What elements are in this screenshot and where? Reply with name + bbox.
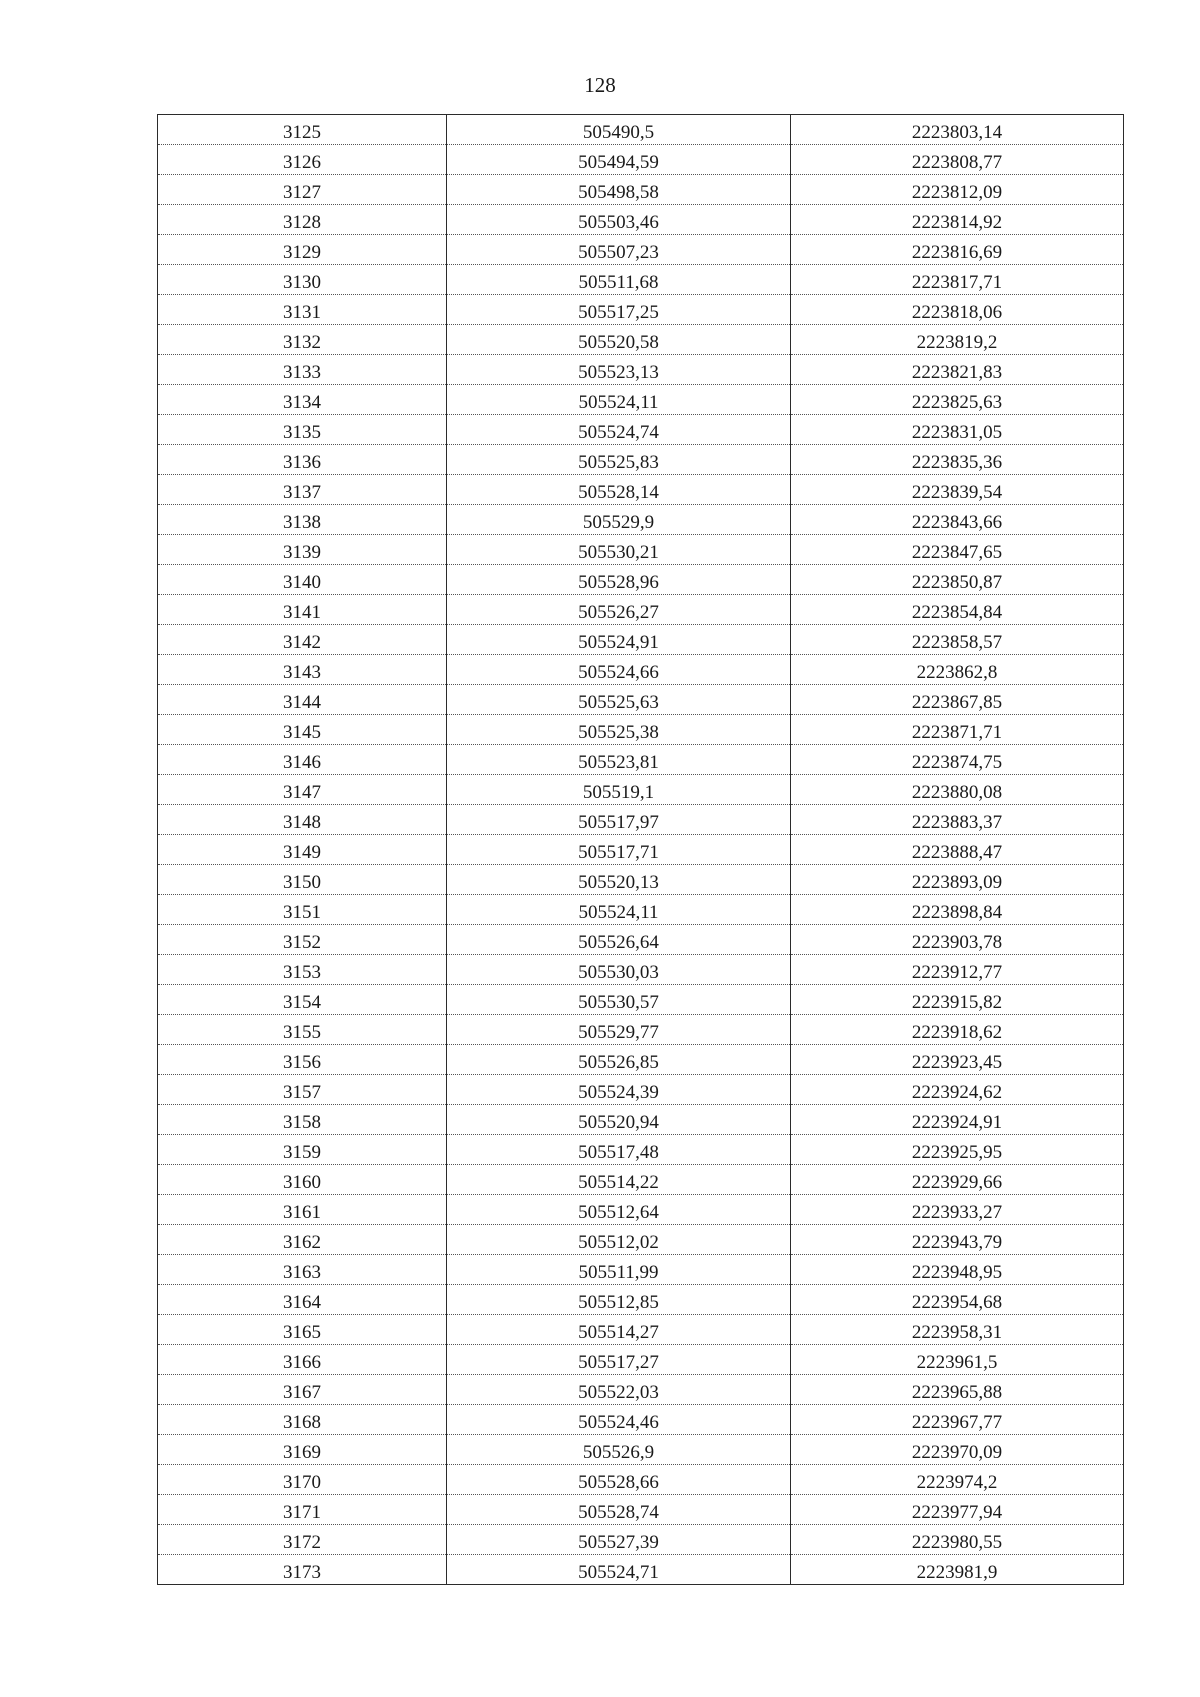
table-row (158, 775, 1124, 805)
table-row (158, 565, 1124, 595)
table-row (158, 1435, 1124, 1465)
table-row (158, 835, 1124, 865)
point-number-cell: 3172 (158, 1525, 447, 1555)
table-row (158, 1165, 1124, 1195)
x-coordinate-cell: 505528,66 (447, 1465, 791, 1495)
x-coordinate-cell: 505517,48 (447, 1135, 791, 1165)
point-number-cell: 3133 (158, 355, 447, 385)
table-row (158, 1255, 1124, 1285)
table-row (158, 1375, 1124, 1405)
y-coordinate-cell: 2223967,77 (791, 1405, 1124, 1435)
point-number-cell: 3128 (158, 205, 447, 235)
y-coordinate-cell: 2223850,87 (791, 565, 1124, 595)
point-number-cell: 3156 (158, 1045, 447, 1075)
table-row (158, 955, 1124, 985)
table-row (158, 1045, 1124, 1075)
table-row (158, 1405, 1124, 1435)
y-coordinate-cell: 2223847,65 (791, 535, 1124, 565)
x-coordinate-cell: 505528,14 (447, 475, 791, 505)
x-coordinate-cell: 505498,58 (447, 175, 791, 205)
y-coordinate-cell: 2223977,94 (791, 1495, 1124, 1525)
table-row (158, 1225, 1124, 1255)
y-coordinate-cell: 2223814,92 (791, 205, 1124, 235)
table-row (158, 1015, 1124, 1045)
y-coordinate-cell: 2223839,54 (791, 475, 1124, 505)
x-coordinate-cell: 505528,96 (447, 565, 791, 595)
x-coordinate-cell: 505530,57 (447, 985, 791, 1015)
table-row (158, 325, 1124, 355)
x-coordinate-cell: 505520,58 (447, 325, 791, 355)
y-coordinate-cell: 2223808,77 (791, 145, 1124, 175)
x-coordinate-cell: 505517,97 (447, 805, 791, 835)
y-coordinate-cell: 2223843,66 (791, 505, 1124, 535)
table-row (158, 1285, 1124, 1315)
table-row (158, 415, 1124, 445)
y-coordinate-cell: 2223874,75 (791, 745, 1124, 775)
page-number: 128 (584, 73, 616, 97)
x-coordinate-cell: 505494,59 (447, 145, 791, 175)
point-number-cell: 3136 (158, 445, 447, 475)
table-row (158, 745, 1124, 775)
y-coordinate-cell: 2223943,79 (791, 1225, 1124, 1255)
x-coordinate-cell: 505517,27 (447, 1345, 791, 1375)
table-row (158, 1555, 1124, 1585)
table-row (158, 595, 1124, 625)
x-coordinate-cell: 505524,66 (447, 655, 791, 685)
x-coordinate-cell: 505529,9 (447, 505, 791, 535)
x-coordinate-cell: 505512,85 (447, 1285, 791, 1315)
point-number-cell: 3143 (158, 655, 447, 685)
point-number-cell: 3164 (158, 1285, 447, 1315)
y-coordinate-cell: 2223981,9 (791, 1555, 1124, 1585)
y-coordinate-cell: 2223893,09 (791, 865, 1124, 895)
point-number-cell: 3125 (158, 115, 447, 145)
x-coordinate-cell: 505524,11 (447, 385, 791, 415)
point-number-cell: 3149 (158, 835, 447, 865)
y-coordinate-cell: 2223888,47 (791, 835, 1124, 865)
table-row (158, 235, 1124, 265)
y-coordinate-cell: 2223924,91 (791, 1105, 1124, 1135)
x-coordinate-cell: 505525,83 (447, 445, 791, 475)
y-coordinate-cell: 2223974,2 (791, 1465, 1124, 1495)
point-number-cell: 3161 (158, 1195, 447, 1225)
point-number-cell: 3137 (158, 475, 447, 505)
x-coordinate-cell: 505525,63 (447, 685, 791, 715)
x-coordinate-cell: 505530,03 (447, 955, 791, 985)
x-coordinate-cell: 505528,74 (447, 1495, 791, 1525)
x-coordinate-cell: 505503,46 (447, 205, 791, 235)
y-coordinate-cell: 2223835,36 (791, 445, 1124, 475)
y-coordinate-cell: 2223970,09 (791, 1435, 1124, 1465)
table-row (158, 895, 1124, 925)
point-number-cell: 3139 (158, 535, 447, 565)
point-number-cell: 3148 (158, 805, 447, 835)
y-coordinate-cell: 2223862,8 (791, 655, 1124, 685)
point-number-cell: 3132 (158, 325, 447, 355)
x-coordinate-cell: 505524,91 (447, 625, 791, 655)
point-number-cell: 3127 (158, 175, 447, 205)
table-row (158, 505, 1124, 535)
point-number-cell: 3159 (158, 1135, 447, 1165)
point-number-cell: 3152 (158, 925, 447, 955)
x-coordinate-cell: 505507,23 (447, 235, 791, 265)
y-coordinate-cell: 2223958,31 (791, 1315, 1124, 1345)
x-coordinate-cell: 505524,74 (447, 415, 791, 445)
point-number-cell: 3147 (158, 775, 447, 805)
point-number-cell: 3167 (158, 1375, 447, 1405)
table-row (158, 715, 1124, 745)
point-number-cell: 3142 (158, 625, 447, 655)
y-coordinate-cell: 2223812,09 (791, 175, 1124, 205)
table-row (158, 1105, 1124, 1135)
x-coordinate-cell: 505517,71 (447, 835, 791, 865)
point-number-cell: 3131 (158, 295, 447, 325)
x-coordinate-cell: 505523,13 (447, 355, 791, 385)
y-coordinate-cell: 2223980,55 (791, 1525, 1124, 1555)
point-number-cell: 3165 (158, 1315, 447, 1345)
table-row (158, 1315, 1124, 1345)
x-coordinate-cell: 505512,64 (447, 1195, 791, 1225)
y-coordinate-cell: 2223912,77 (791, 955, 1124, 985)
point-number-cell: 3163 (158, 1255, 447, 1285)
y-coordinate-cell: 2223854,84 (791, 595, 1124, 625)
y-coordinate-cell: 2223933,27 (791, 1195, 1124, 1225)
point-number-cell: 3129 (158, 235, 447, 265)
table-row (158, 265, 1124, 295)
x-coordinate-cell: 505511,68 (447, 265, 791, 295)
x-coordinate-cell: 505524,71 (447, 1555, 791, 1585)
point-number-cell: 3126 (158, 145, 447, 175)
table-row (158, 385, 1124, 415)
table-row (158, 865, 1124, 895)
x-coordinate-cell: 505530,21 (447, 535, 791, 565)
point-number-cell: 3166 (158, 1345, 447, 1375)
point-number-cell: 3157 (158, 1075, 447, 1105)
y-coordinate-cell: 2223918,62 (791, 1015, 1124, 1045)
y-coordinate-cell: 2223818,06 (791, 295, 1124, 325)
table-row (158, 1135, 1124, 1165)
x-coordinate-cell: 505523,81 (447, 745, 791, 775)
table-row (158, 535, 1124, 565)
x-coordinate-cell: 505490,5 (447, 115, 791, 145)
point-number-cell: 3162 (158, 1225, 447, 1255)
table-row (158, 685, 1124, 715)
table-row (158, 445, 1124, 475)
table-row (158, 1465, 1124, 1495)
point-number-cell: 3160 (158, 1165, 447, 1195)
coordinates-table-body (158, 115, 1124, 1585)
table-row (158, 115, 1124, 145)
y-coordinate-cell: 2223816,69 (791, 235, 1124, 265)
table-row (158, 175, 1124, 205)
x-coordinate-cell: 505527,39 (447, 1525, 791, 1555)
x-coordinate-cell: 505514,22 (447, 1165, 791, 1195)
y-coordinate-cell: 2223925,95 (791, 1135, 1124, 1165)
y-coordinate-cell: 2223898,84 (791, 895, 1124, 925)
y-coordinate-cell: 2223965,88 (791, 1375, 1124, 1405)
point-number-cell: 3153 (158, 955, 447, 985)
point-number-cell: 3134 (158, 385, 447, 415)
x-coordinate-cell: 505524,39 (447, 1075, 791, 1105)
point-number-cell: 3155 (158, 1015, 447, 1045)
x-coordinate-cell: 505526,27 (447, 595, 791, 625)
x-coordinate-cell: 505512,02 (447, 1225, 791, 1255)
x-coordinate-cell: 505522,03 (447, 1375, 791, 1405)
point-number-cell: 3138 (158, 505, 447, 535)
table-row (158, 1345, 1124, 1375)
y-coordinate-cell: 2223880,08 (791, 775, 1124, 805)
x-coordinate-cell: 505526,85 (447, 1045, 791, 1075)
x-coordinate-cell: 505526,9 (447, 1435, 791, 1465)
y-coordinate-cell: 2223831,05 (791, 415, 1124, 445)
table-row (158, 295, 1124, 325)
table-row (158, 925, 1124, 955)
table-row (158, 625, 1124, 655)
y-coordinate-cell: 2223803,14 (791, 115, 1124, 145)
y-coordinate-cell: 2223903,78 (791, 925, 1124, 955)
point-number-cell: 3151 (158, 895, 447, 925)
point-number-cell: 3173 (158, 1555, 447, 1585)
point-number-cell: 3144 (158, 685, 447, 715)
table-row (158, 985, 1124, 1015)
point-number-cell: 3135 (158, 415, 447, 445)
y-coordinate-cell: 2223924,62 (791, 1075, 1124, 1105)
y-coordinate-cell: 2223867,85 (791, 685, 1124, 715)
coordinates-table (157, 114, 1124, 1585)
table-row (158, 1075, 1124, 1105)
point-number-cell: 3150 (158, 865, 447, 895)
y-coordinate-cell: 2223948,95 (791, 1255, 1124, 1285)
x-coordinate-cell: 505524,46 (447, 1405, 791, 1435)
point-number-cell: 3130 (158, 265, 447, 295)
y-coordinate-cell: 2223817,71 (791, 265, 1124, 295)
y-coordinate-cell: 2223923,45 (791, 1045, 1124, 1075)
y-coordinate-cell: 2223954,68 (791, 1285, 1124, 1315)
y-coordinate-cell: 2223883,37 (791, 805, 1124, 835)
x-coordinate-cell: 505529,77 (447, 1015, 791, 1045)
point-number-cell: 3140 (158, 565, 447, 595)
point-number-cell: 3171 (158, 1495, 447, 1525)
y-coordinate-cell: 2223871,71 (791, 715, 1124, 745)
table-row (158, 655, 1124, 685)
y-coordinate-cell: 2223858,57 (791, 625, 1124, 655)
table-row (158, 475, 1124, 505)
x-coordinate-cell: 505514,27 (447, 1315, 791, 1345)
table-row (158, 1195, 1124, 1225)
y-coordinate-cell: 2223819,2 (791, 325, 1124, 355)
point-number-cell: 3158 (158, 1105, 447, 1135)
point-number-cell: 3168 (158, 1405, 447, 1435)
point-number-cell: 3145 (158, 715, 447, 745)
table-row (158, 355, 1124, 385)
table-row (158, 1525, 1124, 1555)
x-coordinate-cell: 505526,64 (447, 925, 791, 955)
x-coordinate-cell: 505511,99 (447, 1255, 791, 1285)
x-coordinate-cell: 505524,11 (447, 895, 791, 925)
y-coordinate-cell: 2223961,5 (791, 1345, 1124, 1375)
table-row (158, 1495, 1124, 1525)
x-coordinate-cell: 505520,13 (447, 865, 791, 895)
table-row (158, 205, 1124, 235)
point-number-cell: 3154 (158, 985, 447, 1015)
table-row (158, 805, 1124, 835)
point-number-cell: 3170 (158, 1465, 447, 1495)
table-row (158, 145, 1124, 175)
x-coordinate-cell: 505525,38 (447, 715, 791, 745)
point-number-cell: 3169 (158, 1435, 447, 1465)
x-coordinate-cell: 505517,25 (447, 295, 791, 325)
point-number-cell: 3146 (158, 745, 447, 775)
y-coordinate-cell: 2223821,83 (791, 355, 1124, 385)
point-number-cell: 3141 (158, 595, 447, 625)
y-coordinate-cell: 2223929,66 (791, 1165, 1124, 1195)
x-coordinate-cell: 505519,1 (447, 775, 791, 805)
y-coordinate-cell: 2223825,63 (791, 385, 1124, 415)
y-coordinate-cell: 2223915,82 (791, 985, 1124, 1015)
x-coordinate-cell: 505520,94 (447, 1105, 791, 1135)
